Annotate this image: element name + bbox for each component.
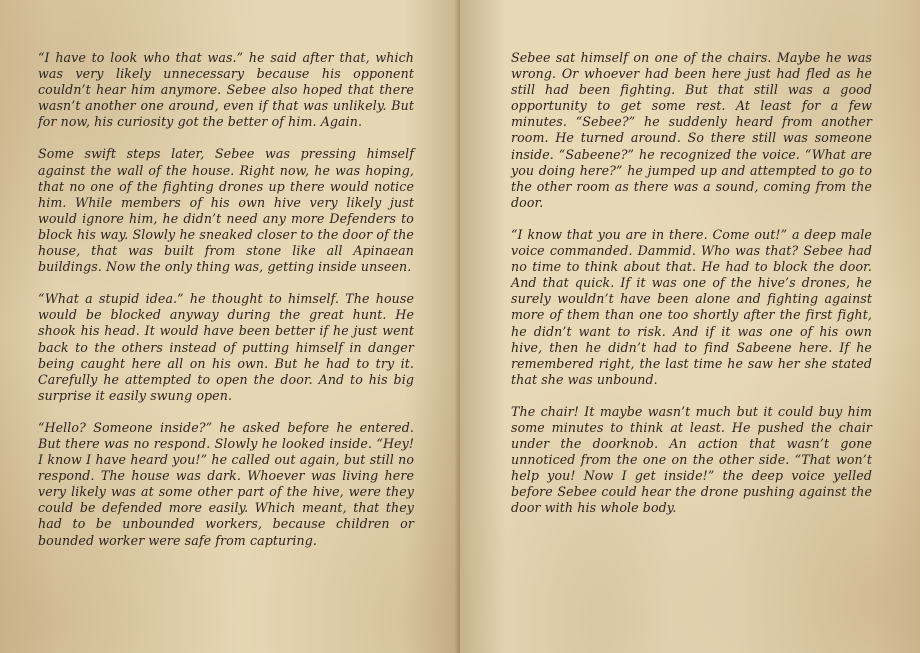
left-paragraph-1: “I have to look who that was.” he said after that, which was very likely unnecessary because his opponent couldn’t hear him anymore. Sebee also hoped that there wasn’t another one around, even if that was unlikely. But for now, his curiosity got the better of him. Again. — [38, 50, 414, 130]
right-page — [460, 0, 920, 653]
left-page-text — [38, 50, 414, 549]
left-paragraph-3: “What a stupid idea.” he thought to himself. The house would be blocked anyway during the great hunt. He shook his head. It would have been better if he just went back to the others instead of putting himself in danger being caught here all on his own. But he had to try it. Carefully he attempted to open the door. And to his big surprise it easily swung open. — [38, 291, 414, 403]
right-paragraph-3: The chair! It maybe wasn’t much but it could buy him some minutes to think at least. He pushed the chair under the doorknob. An action that wasn’t gone unnoticed from the one on the other side. “That won’t help you! Now I get inside!” the deep voice yelled before Sebee could hear the drone pushing against the door with his whole body. — [511, 403, 872, 516]
right-paragraph-2: “I know that you are in there. Come out!” a deep male voice commanded. Dammid. Who was that? Sebee had no time to think about that. He had to block the door. And that quick. If it was one of the hive’s drones, he surely wouldn’t have been alone and fighting against more of them than one too shortly after the first fight, he didn’t want to risk. And if it was one of his own hive, then he didn’t had to find Sabeene here. If he remembered right, the last time he saw her she stated that she was unbound. — [511, 226, 872, 387]
right-paragraph-1: Sebee sat himself on one of the chairs. Maybe he was wrong. Or whoever had been here just had fled as he still had been fighting. But that still was a good opportunity to get some rest. At least for a few minutes. “Sebee?” he suddenly heard from another room. He turned around. So there still was someone inside. “Sabeene?” he recognized the voice. “What are you doing here?” he jumped up and attempted to go to the other room as there was a sound, coming from the door. — [511, 50, 872, 210]
left-paragraph-2: Some swift steps later, Sebee was pressing himself against the wall of the house. Right now, he was hoping, that no one of the fighting drones up there would notice him. While members of his own hive very likely just would ignore him, he didn’t need any more Defenders to block his way. Slowly he sneaked closer to the door of the house, that was built from stone like all Apinaean buildings. Now the only thing was, getting inside unseen. — [38, 146, 414, 275]
right-page-text — [511, 50, 872, 517]
left-paragraph-4: “Hello? Someone inside?” he asked before he entered. But there was no respond. Slowly he looked inside. “Hey! I know I have heard you!” he called out again, but still no respond. The house was dark. Whoever was living here very likely was at some other part of the hive, were they could be defended more easily. Which meant, that they had to be unbounded workers, because children or bounded worker were safe from capturing. — [38, 419, 414, 548]
